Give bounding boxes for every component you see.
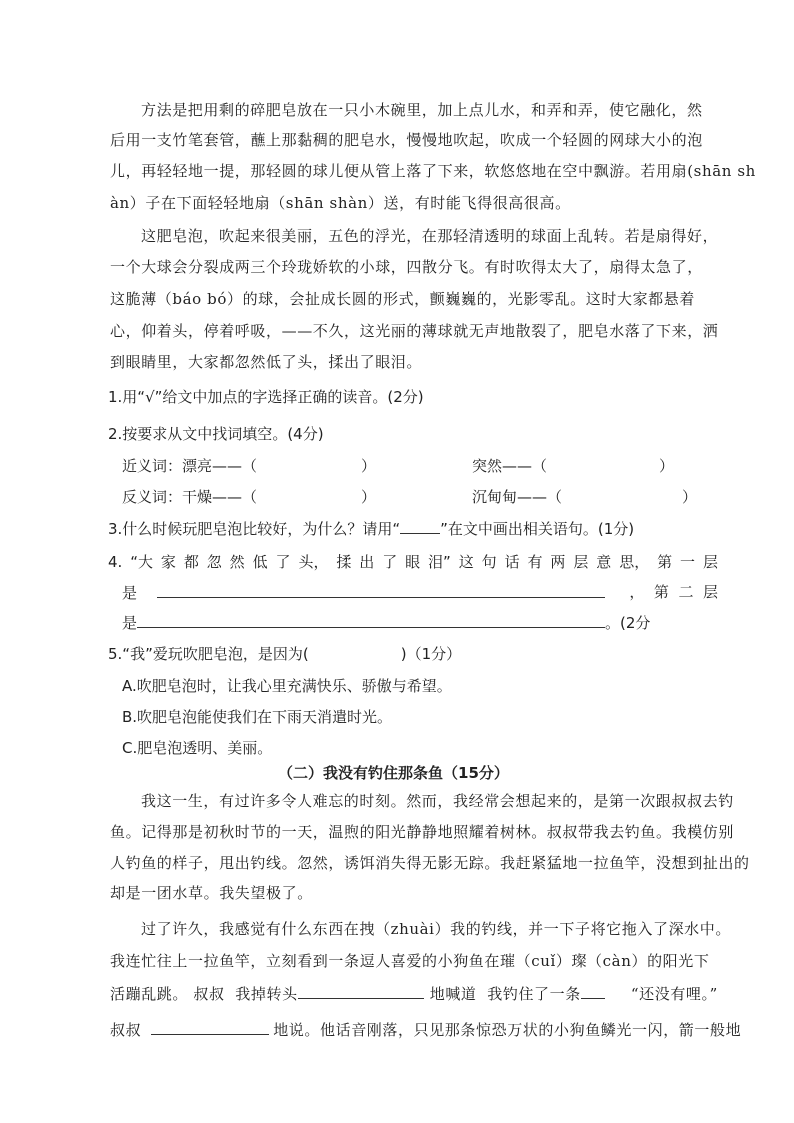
q2-synonym-1-label: 近义词：漂亮——（	[122, 457, 258, 475]
p2-line4-a: 叔叔	[110, 1021, 142, 1039]
q2-synonym-2	[472, 455, 674, 477]
underline-sample	[400, 517, 440, 534]
q4-line3-end: 。(2分	[605, 614, 651, 632]
q2-antonym-2	[472, 486, 697, 508]
q5-option-a: A.吹肥皂泡时，让我心里充满快乐、骄傲与希望。	[122, 677, 452, 695]
q4-word: 有	[527, 553, 543, 571]
q4-word: 句	[481, 553, 497, 571]
passage2-line	[110, 982, 718, 1005]
q2-synonym-1-end: ）	[361, 457, 377, 475]
question-5	[108, 643, 461, 665]
q3-text-b: ”在文中画出相关语句。(1分)	[440, 520, 635, 538]
question-4-line1	[108, 551, 718, 573]
passage1-line: 后用一支竹笔套管，蘸上那黏稠的肥皂水，慢慢地吹起，吹成一个轻圆的网球大小的泡	[110, 131, 703, 149]
passage1-line: 这脆薄（báo bó）的球，会扯成长圆的形式，颤巍巍的，光影零乱。这时大家都悬着	[110, 290, 695, 308]
q2-synonym-2-label: 突然——（	[472, 457, 548, 475]
q2-synonym-2-end: ）	[659, 457, 675, 475]
q4-word: 思，	[619, 553, 650, 571]
question-3	[108, 517, 634, 540]
question-4-line2	[122, 581, 718, 604]
q5-option-c: C.肥皂泡透明、美丽。	[122, 739, 273, 757]
q2-antonym-2-label: 沉甸甸——（	[472, 488, 563, 506]
q4-word: 第	[657, 553, 673, 571]
q4-word: “大	[130, 553, 153, 571]
q4-word: 头，	[298, 553, 329, 571]
p2-line3-b: 地喊道 我钓住了一条	[429, 985, 581, 1003]
passage1-line: 到眼睛里，大家都忽然低了头，揉出了眼泪。	[110, 353, 423, 371]
q4-word: 一	[680, 553, 696, 571]
answer-line[interactable]	[157, 581, 605, 598]
q4-word: 都	[183, 553, 199, 571]
q4-word: 意	[596, 553, 612, 571]
passage2-line: 人钓鱼的样子，甩出钓线。忽然，诱饵消失得无影无踪。我赶紧猛地一拉鱼竿，没想到扯出的	[110, 854, 750, 872]
q4-word: 4.	[108, 553, 123, 571]
passage2-line: 过了许久，我感觉有什么东西在拽（zhuài）我的钓线，并一下子将它拖入了深水中。	[141, 920, 731, 938]
q4-word: 话	[504, 553, 520, 571]
q2-antonym-1	[122, 486, 376, 508]
q4-word: 两	[550, 553, 566, 571]
answer-line[interactable]	[298, 982, 424, 999]
q4-line2-end: ， 第 二 层	[629, 583, 718, 601]
p2-line3-c: “还没有哩。”	[630, 985, 718, 1003]
q4-word: 出	[359, 553, 375, 571]
p2-line3-a: 活蹦乱跳。 叔叔 我掉转头	[110, 985, 298, 1003]
question-1: 1.用“√”给文中加点的字选择正确的读音。(2分)	[108, 388, 424, 406]
q2-antonym-2-end: ）	[682, 488, 698, 506]
passage1-line: àn）子在下面轻轻地扇（shān shàn）送，有时能飞得很高很高。	[110, 194, 571, 212]
passage2-line: 我连忙往上一拉鱼竿，立刻看到一条逗人喜爱的小狗鱼在璀（cuǐ）璨（càn）的阳光下	[110, 952, 710, 970]
q3-text-a: 3.什么时候玩肥皂泡比较好，为什么？请用“	[108, 520, 401, 538]
p2-line4-b: 地说。他话音刚落，只见那条惊恐万状的小狗鱼鳞光一闪，箭一般地	[273, 1021, 742, 1039]
passage2-line	[110, 1018, 741, 1041]
q5-option-b: B.吹肥皂泡能使我们在下雨天消遣时光。	[122, 708, 393, 726]
passage1-line: 儿，再轻轻地一提，那轻圆的球儿便从管上落了下来，软悠悠地在空中飘游。若用扇(shān sh	[110, 162, 756, 180]
passage2-line: 鱼。记得那是初秋时节的一天，温煦的阳光静静地照耀着树林。叔叔带我去钓鱼。我模仿别	[110, 823, 735, 841]
q4-word: 眼	[405, 553, 421, 571]
section-2-title: （二）我没有钓住那条鱼（15分）	[278, 764, 509, 782]
q4-word: 了	[382, 553, 398, 571]
q4-word: 这	[458, 553, 474, 571]
q4-word: 揉	[336, 553, 352, 571]
passage1-line: 这肥皂泡，吹起来很美丽，五色的浮光，在那轻清透明的球面上乱转。若是扇得好，	[141, 227, 719, 245]
q4-word: 层	[573, 553, 589, 571]
q4-line2-start: 是	[122, 584, 138, 602]
q4-word: 忽	[206, 553, 222, 571]
passage1-line: 一个大球会分裂成两三个玲珑娇软的小球，四散分飞。有时吹得太大了，扇得太急了，	[110, 258, 703, 276]
question-4-line3	[122, 611, 650, 634]
answer-line[interactable]	[581, 982, 605, 999]
q4-line3-start: 是	[122, 614, 138, 632]
passage2-line: 我这一生，有过许多令人难忘的时刻。然而，我经常会想起来的，是第一次跟叔叔去钓	[141, 792, 734, 810]
q5-end: )（1分）	[400, 645, 462, 663]
q2-synonym-1	[122, 455, 376, 477]
answer-line[interactable]	[137, 611, 605, 628]
q4-word: 泪”	[428, 553, 451, 571]
question-2: 2.按要求从文中找词填空。(4分)	[108, 425, 324, 443]
q4-word: 层	[702, 553, 718, 571]
q4-word: 了	[275, 553, 291, 571]
q2-antonym-1-label: 反义词：干燥——（	[122, 488, 258, 506]
q2-antonym-1-end: ）	[361, 488, 377, 506]
passage2-line: 却是一团水草。我失望极了。	[110, 884, 313, 902]
answer-line[interactable]	[151, 1018, 269, 1035]
q4-word: 家	[160, 553, 176, 571]
passage1-line: 方法是把用剩的碎肥皂放在一只小木碗里，加上点儿水，和弄和弄，使它融化，然	[141, 101, 703, 119]
q5-text: 5.“我”爱玩吹肥皂泡，是因为(	[108, 645, 309, 663]
q4-word: 低	[252, 553, 268, 571]
passage1-line: 心，仰着头，停着呼吸，——不久，这光丽的薄球就无声地散裂了，肥皂水落了下来，洒	[110, 322, 719, 340]
q4-word: 然	[229, 553, 245, 571]
